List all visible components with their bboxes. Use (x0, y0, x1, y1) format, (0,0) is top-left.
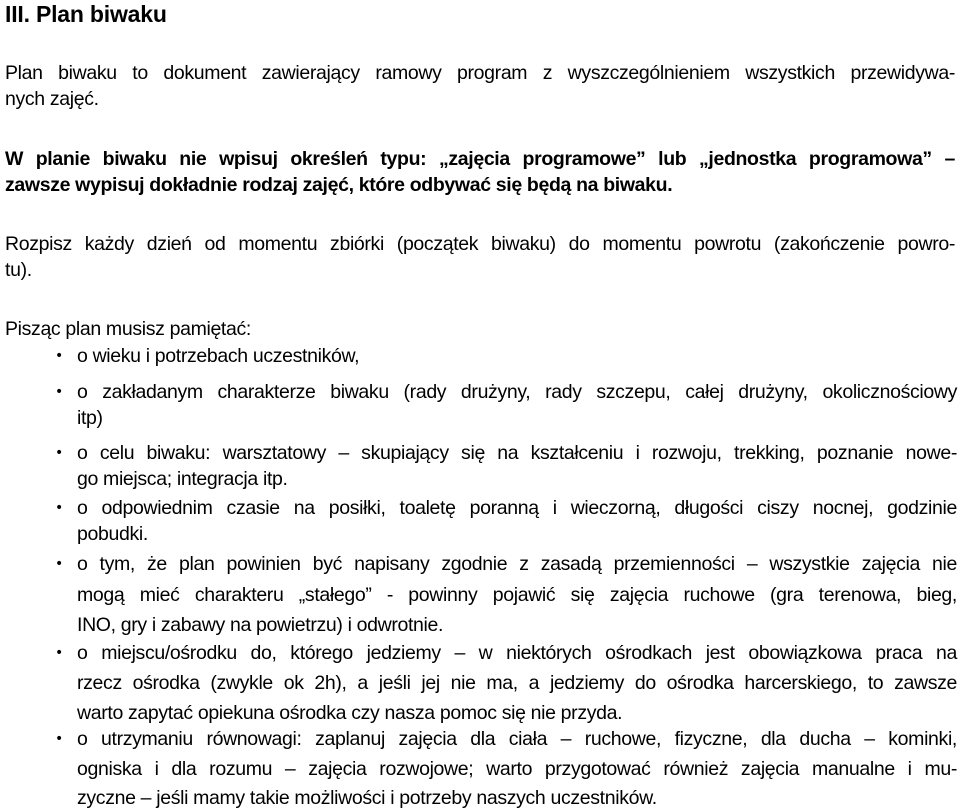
bold-note-line-1: W planie biwaku nie wpisuj określeń typu: „zajęcia programowe” lub „jednostka programowa” – (5, 148, 955, 170)
bullet-icon: • (55, 645, 64, 661)
list-item-line: o tym, że plan powinien być napisany zgodnie z zasadą przemienności – wszystkie zajęcia nie (77, 553, 957, 575)
bullet-icon: • (55, 731, 64, 747)
list-item-line: go miejsca; integracja itp. (77, 468, 288, 490)
list-item-line: warto zapytać opiekuna ośrodka czy nasza pomoc się nie przyda. (77, 702, 623, 724)
list-item-line: o wieku i potrzebach uczestników, (77, 345, 360, 367)
bullet-icon: • (55, 556, 64, 572)
list-item-line: o odpowiednim czasie na posiłki, toaletę poranną i wieczorną, długości ciszy nocnej, godzinie (77, 497, 957, 519)
intro-line-1: Plan biwaku to dokument zawierający ramowy program z wyszczególnieniem wszystkich przewidywa- (5, 62, 955, 84)
list-item-line: o celu biwaku: warsztatowy – skupiający się na kształceniu i rozwoju, trekking, poznanie nowe- (77, 442, 957, 464)
bullet-icon: • (55, 445, 64, 461)
bold-note-line-2: zawsze wypisuj dokładnie rodzaj zajęć, które odbywać się będą na biwaku. (5, 174, 673, 196)
list-item-line: ogniska i dla rozumu – zajęcia rozwojowe; warto przygotować również zajęcia manualne i mu- (77, 758, 957, 780)
bullet-icon: • (55, 348, 64, 364)
section-heading: III. Plan biwaku (5, 1, 167, 27)
bullet-icon: • (55, 384, 64, 400)
list-item-line: pobudki. (77, 523, 148, 545)
list-item-line: itp) (77, 407, 103, 429)
list-item-line: INO, gry i zabawy na powietrzu) i odwrotnie. (77, 614, 444, 636)
intro-line-2: nych zajęć. (5, 88, 99, 110)
checklist-intro: Pisząc plan musisz pamiętać: (5, 318, 251, 340)
list-item-line: o utrzymaniu równowagi: zaplanuj zajęcia dla ciała – ruchowe, fizyczne, dla ducha – kominki, (77, 728, 957, 750)
schedule-line-1: Rozpisz każdy dzień od momentu zbiórki (początek biwaku) do momentu powrotu (zakończenie powro- (5, 233, 955, 255)
list-item-line: zyczne – jeśli mamy takie możliwości i potrzeby naszych uczestników. (77, 787, 657, 809)
list-item-line: o zakładanym charakterze biwaku (rady drużyny, rady szczepu, całej drużyny, okolicznościowy (77, 381, 957, 403)
schedule-line-2: tu). (5, 259, 32, 281)
list-item-line: o miejscu/ośrodku do, którego jedziemy – w niektórych ośrodkach jest obowiązkowa praca na (77, 642, 957, 664)
bullet-icon: • (55, 500, 64, 516)
list-item-line: rzecz ośrodka (zwykle ok 2h), a jeśli jej nie ma, a jedziemy do ośrodka harcerskiego, to zawsze (77, 672, 957, 694)
list-item-line: mogą mieć charakteru „stałego” - powinny pojawić się zajęcia ruchowe (gra terenowa, bieg, (77, 584, 957, 606)
